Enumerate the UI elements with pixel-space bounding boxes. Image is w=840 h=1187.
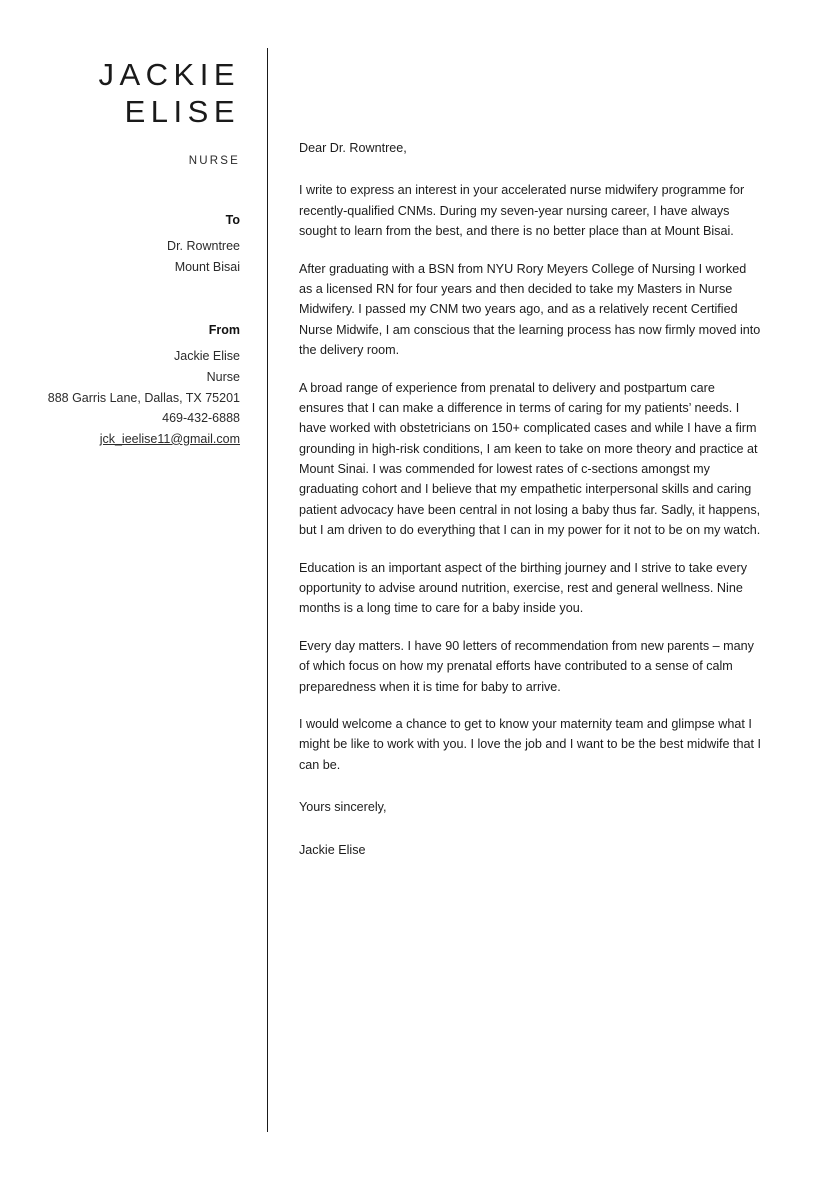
letter-body bbox=[268, 0, 840, 1187]
letter-paragraph: A broad range of experience from prenatal to delivery and postpartum care ensures that I can make a difference in terms of caring for my patients’ needs. I have worked with obstetricians on 150+ complicated cases and while I have a firm grounding in high-risk conditions, I am keen to take on more theory and practice at Mount Sinai. I was commended for lowest rates of c-sections amongst my graduating cohort and I believe that my empathetic interpersonal skills and caring patient advocacy have been central in not losing a baby thus far. Sadly, it happens, but I am driven to do everything that I can in my power for it not to be on my watch. bbox=[299, 380, 761, 538]
letter-greeting: Dear Dr. Rowntree, bbox=[299, 141, 407, 155]
sender-email-link[interactable]: jck_ieelise11@gmail.com bbox=[99, 431, 240, 446]
sender-email-line bbox=[0, 429, 240, 450]
vertical-divider bbox=[267, 48, 268, 1132]
recipient-organization: Mount Bisai bbox=[174, 259, 240, 274]
sender-phone: 469-432-6888 bbox=[162, 411, 240, 426]
letter-paragraph: I write to express an interest in your accelerated nurse midwifery programme for recently-qualified CNMs. During my seven-year nursing career, I have always sought to learn from the best, and there is no better place than at Mount Bisai. bbox=[299, 183, 745, 239]
recipient-heading: To bbox=[225, 213, 240, 227]
letter-paragraph: After graduating with a BSN from NYU Rory Meyers College of Nursing I worked as a licensed RN for four years and then decided to take my Masters in Nurse Midwifery. I passed my CNM two years ago, and as a relatively recent Certified Nurse Midwife, I am conscious that the learning process has now firmly moved into the delivery room. bbox=[299, 261, 761, 358]
job-title: NURSE bbox=[188, 155, 240, 167]
sender-block bbox=[0, 323, 240, 449]
sender-role: Nurse bbox=[206, 369, 240, 384]
letter-paragraph: I would welcome a chance to get to know your maternity team and glimpse what I might be like to work with you. I love the job and I want to be the best midwife that I can be. bbox=[299, 716, 762, 772]
recipient-block bbox=[0, 213, 240, 277]
recipient-name: Dr. Rowntree bbox=[167, 239, 240, 253]
letter-paragraph: Every day matters. I have 90 letters of recommendation from new parents – many of which focus on how my prenatal efforts have contributed to a sense of calm preparedness when it is time for baby to arrive. bbox=[299, 638, 754, 694]
first-name: JACKIE bbox=[98, 57, 240, 92]
candidate-name bbox=[0, 59, 240, 127]
last-name: ELISE bbox=[124, 94, 240, 129]
sender-address: 888 Garris Lane, Dallas, TX 75201 bbox=[47, 390, 240, 405]
sidebar bbox=[0, 0, 268, 1187]
letter-paragraph: Education is an important aspect of the birthing journey and I strive to take every opportunity to advise around nutrition, exercise, rest and general wellness. Nine months is a long time to care for a baby inside you. bbox=[299, 560, 748, 616]
letter-signoff: Yours sincerely, bbox=[299, 800, 387, 815]
letter-signature: Jackie Elise bbox=[299, 842, 366, 857]
sender-name: Jackie Elise bbox=[174, 349, 240, 364]
sender-heading: From bbox=[208, 323, 240, 338]
